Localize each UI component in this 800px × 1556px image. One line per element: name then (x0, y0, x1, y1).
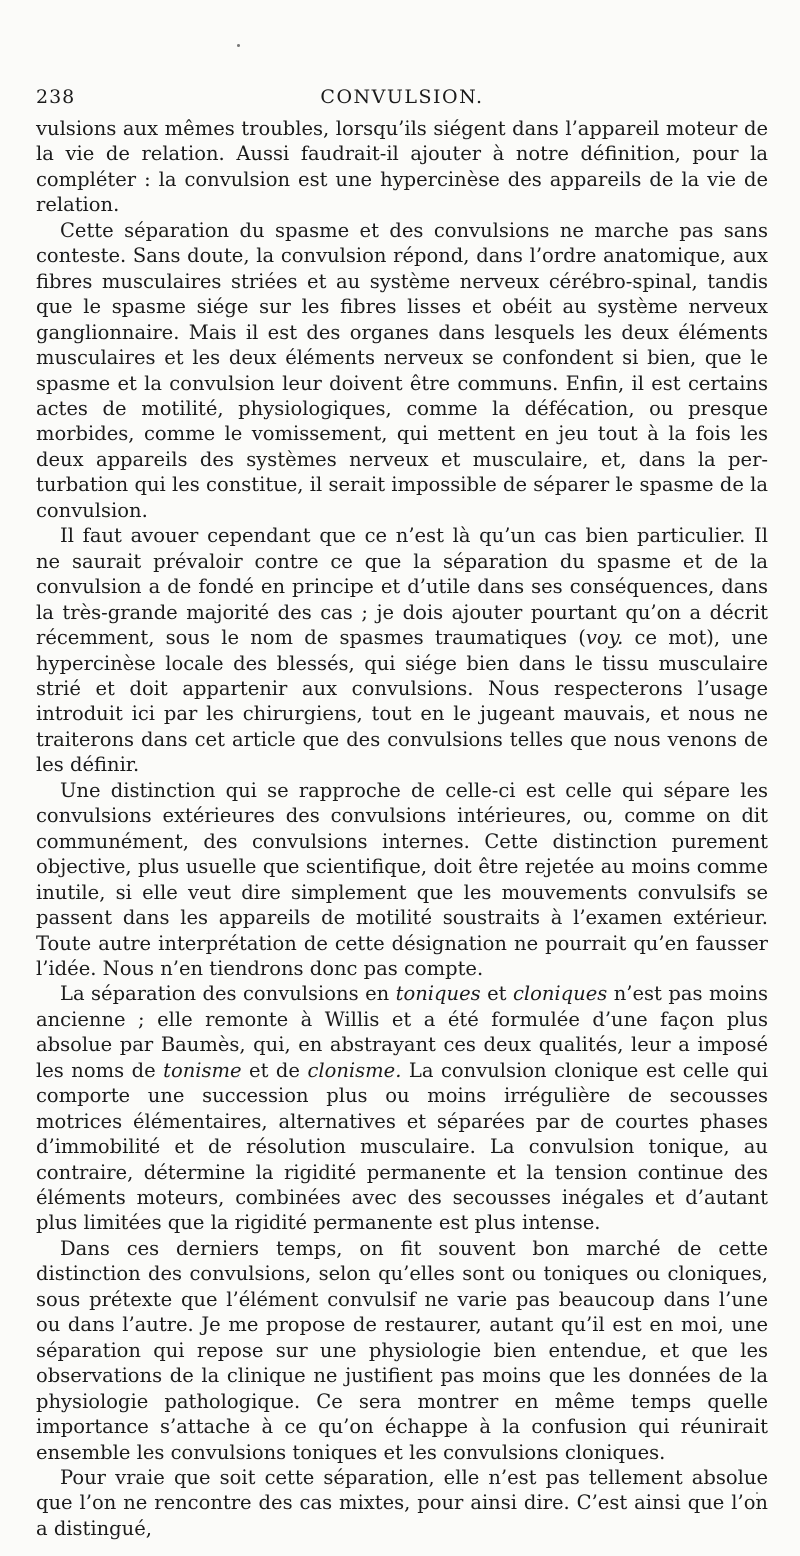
paragraph-text: Pour vraie que soit cette séparation, elle n’est pas tellement absolue que l’on ne rencontre des cas mixtes, pour ainsi dire. C’est ainsi que l’on a distingué, (36, 1466, 768, 1540)
paragraph (36, 523, 768, 778)
paragraph-text: Il faut avouer cependant que ce n’est là qu’un cas bien particulier. Il ne saurait prévaloir contre ce que la séparation du spasme et de la convulsion a de fondé en principe et d’utile dans ses conséquences, dans la très-grande majorité des cas ; je dois ajouter pourtant qu’on a décrit récemment, sous le nom de spasmes traumatiques ( (36, 524, 768, 650)
italic-term: tonisme (163, 1058, 242, 1082)
paragraph-text: La séparation des convulsions en (60, 982, 396, 1006)
paragraph (36, 778, 768, 982)
paragraph (36, 981, 768, 1236)
running-head (36, 86, 768, 116)
paragraph-text: vulsions aux mêmes troubles, lorsqu’ils siégent dans l’appareil moteur de la vie de relation. Aussi faudrait-il ajouter à notre définition, pour la compléter : la convulsion est une hypercinèse des appareils de la vie de relation. (36, 117, 768, 217)
paragraph-text: et (480, 982, 513, 1006)
paragraph (36, 116, 768, 218)
italic-term: voy. (585, 626, 624, 650)
paragraph (36, 1236, 768, 1465)
paragraph-text: Cette séparation du spasme et des convulsions ne marche pas sans conteste. Sans doute, la convulsion répond, dans l’ordre anatomique, aux fibres musculaires striées et au système nerveux cérébro-spinal, tandis que le spasme siége sur les fibres lisses et obéit au système nerveux ganglionnaire. Mais il est des organes dans lesquels les deux éléments musculaires et les deux éléments nerveux se confondent si bien, que le spasme et la convulsion leur doivent être communs. Enfin, il est certains actes de motilité, physiologiques, comme la défécation, ou presque morbides, comme le vomissement, qui mettent en jeu tout à la fois les deux appareils des systèmes nerveux et musculaire, et, dans la perturbation qui les constitue, il serait impossible de séparer le spasme de la convulsion. (36, 218, 768, 522)
running-title: CONVULSION. (320, 86, 484, 108)
paragraph-text: Dans ces derniers temps, on fit souvent bon marché de cette distinction des convulsions, selon qu’elles sont ou toniques ou cloniques, sous prétexte que l’élément convulsif ne varie pas beaucoup dans l’une ou dans l’autre. Je me propose de restaurer, autant qu’il est en moi, une séparation qui repose sur une physiologie bien entendue, et que les observations de la clinique ne justifient pas moins que les données de la physiologie pathologique. Ce sera montrer en même temps quelle importance s’attache à ce qu’on échappe à la confusion qui réunirait ensemble les convulsions toniques et les convulsions cloniques. (36, 1236, 768, 1464)
paragraph-text: La convulsion clonique est celle qui comporte une succession plus ou moins irrégulière de secousses motrices élémentaires, alternatives et séparées par de courtes phases d’immobilité et de résolution musculaire. La convulsion tonique, au contraire, détermine la rigidité permanente et la tension continue des éléments moteurs, combinées avec des secousses inégales et d’autant plus limitées que la rigidité permanente est plus intense. (36, 1058, 768, 1235)
italic-term: toniques (395, 982, 481, 1006)
paragraph-text: n’est pas moins ancienne ; elle remonte à Willis et a été formulée d’une façon plus absolue par Baumès, qui, en abstrayant ces deux qualités, leur a imposé les noms de (36, 982, 768, 1082)
paragraph-text: ce mot), une hypercinèse locale des blessés, qui siége bien dans le tissu musculaire strié et doit appartenir aux convulsions. Nous respecterons l’usage introduit ici par les chirurgiens, tout en le jugeant mauvais, et nous ne traiterons dans cet article que des convulsions telles que nous venons de les définir. (36, 626, 768, 777)
body-text (36, 116, 768, 1541)
paragraph-text: Une distinction qui se rapproche de celle-ci est celle qui sépare les convulsions extérieures des convulsions intérieures, ou, comme on dit communément, des convulsions internes. Cette distinction purement objective, plus usuelle que scientifique, doit être rejetée au moins comme inutile, si elle veut dire simplement que les mouvements convulsifs se passent dans les appareils de motilité soustraits à l’examen extérieur. Toute autre interprétation de cette désignation ne pourrait qu’en fausser l’idée. Nous n’en tiendrons donc pas compte. (36, 778, 768, 980)
italic-term: cloniques (512, 982, 608, 1006)
book-page (36, 86, 768, 1541)
paragraph-text: et de (241, 1058, 308, 1082)
print-speck (237, 44, 240, 47)
paragraph (36, 1465, 768, 1541)
paragraph (36, 218, 768, 523)
italic-term: clonisme. (307, 1058, 402, 1082)
page-number: 238 (36, 86, 76, 108)
